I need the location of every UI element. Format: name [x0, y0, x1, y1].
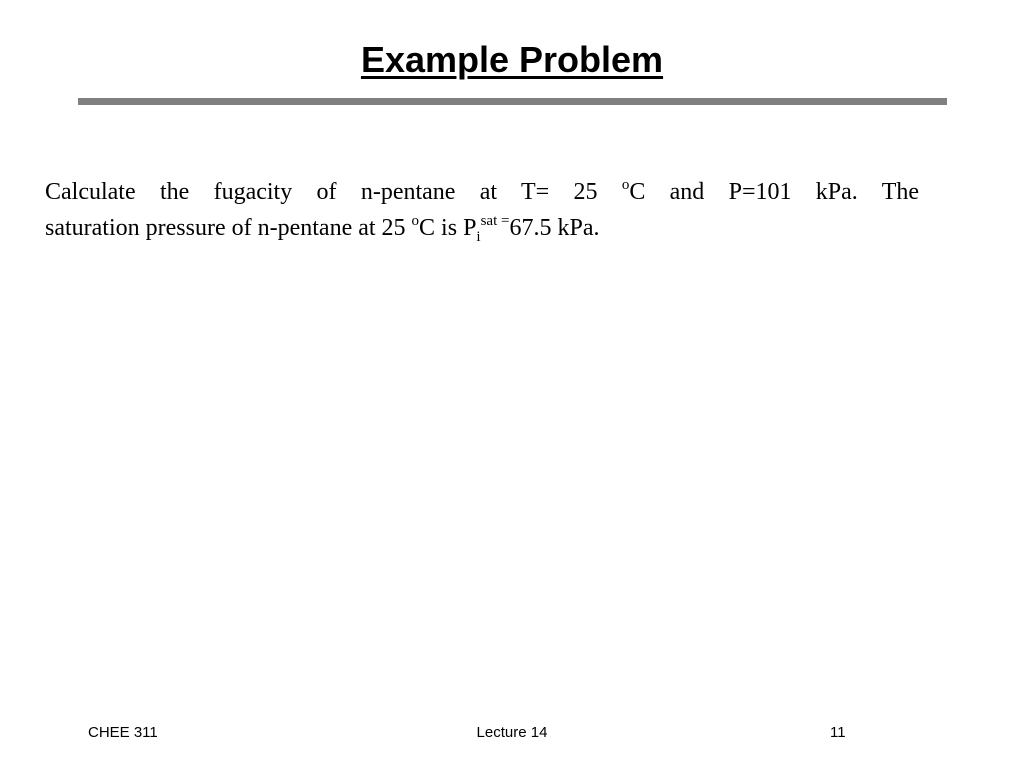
problem-line-2 — [45, 210, 919, 246]
pressure-subscript: i — [476, 229, 481, 245]
pressure-superscript: sat = — [480, 213, 510, 229]
problem-text-part: C is P — [419, 215, 477, 241]
degree-mark: o — [411, 213, 420, 229]
footer-course: CHEE 311 — [88, 724, 158, 741]
title-divider — [78, 98, 947, 105]
footer-lecture: Lecture 14 — [476, 724, 548, 741]
problem-statement — [45, 174, 919, 246]
slide-title: Example Problem — [360, 39, 664, 80]
footer-page-number: 11 — [830, 724, 846, 741]
problem-line-1 — [45, 174, 919, 210]
degree-mark: o — [621, 177, 630, 193]
problem-text-part: saturation pressure of n-pentane at 25 — [45, 215, 412, 241]
problem-text-part: C and P=101 kPa. The — [629, 179, 920, 205]
problem-text-part: Calculate the fugacity of n-pentane at T= 25 — [45, 179, 622, 205]
problem-text-part: 67.5 kPa. — [509, 215, 600, 241]
